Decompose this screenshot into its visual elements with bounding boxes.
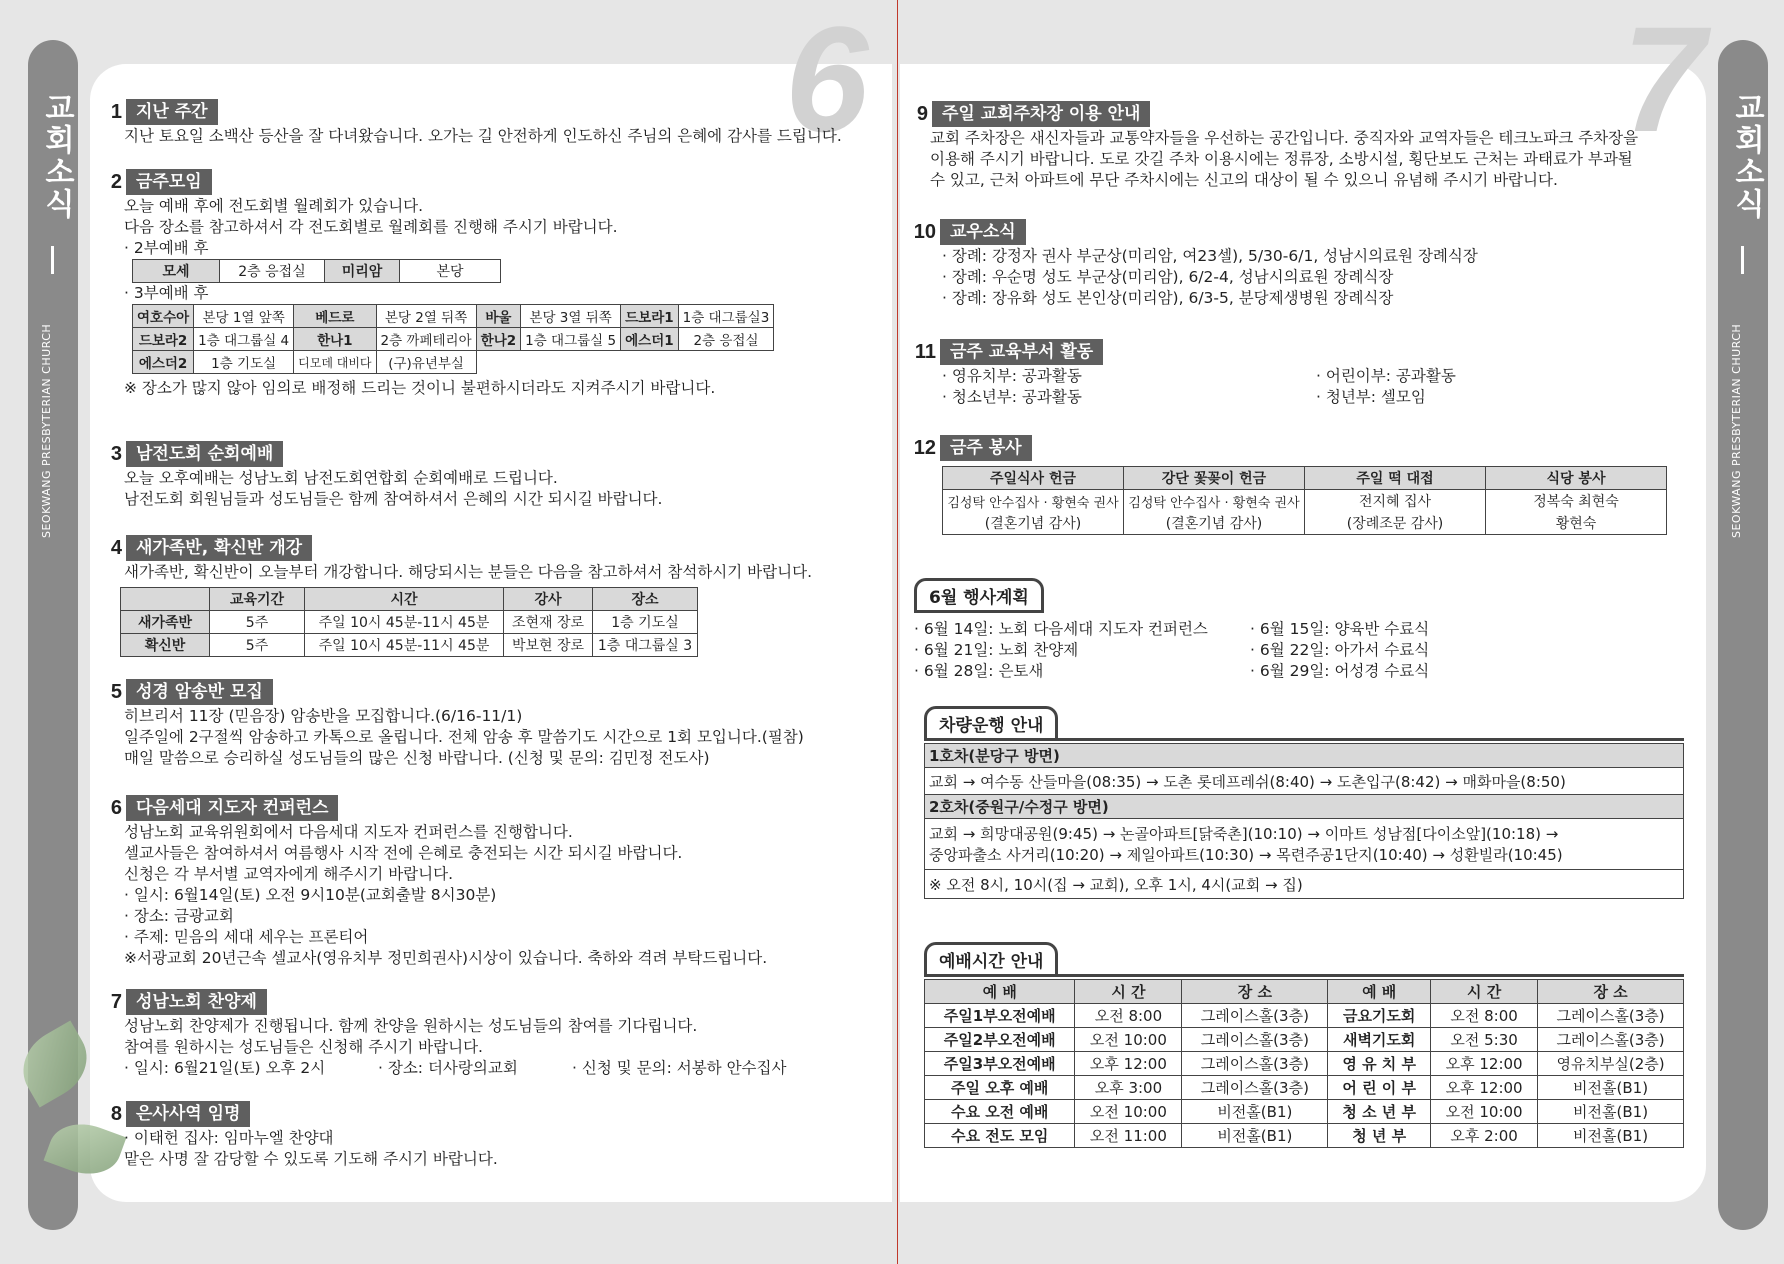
table-row: 주일3부오전예배 오후 12:00 그레이스홀(3층) 영 유 치 부 오후 12:00 영유치부실(2층): [925, 1052, 1684, 1076]
events-box: [914, 578, 1694, 682]
section-title: 교우소식: [940, 219, 1026, 245]
body-text: 오늘 오후예배는 성남노회 남전도회연합회 순회예배로 드립니다.: [124, 469, 558, 487]
service-table: 주일식사 헌금 강단 꽃꽂이 헌금 주일 떡 대접 식당 봉사 김성탁 안수집사 · 황현숙 권사 김성탁 안수집사 · 황현숙 권사 전지혜 집사 정복숙 최현숙 (결혼기념 감사) (결혼기념 감사) (장례조문 감사) 황현숙: [942, 466, 1667, 535]
body-text: · 장소: 금광교회: [124, 907, 234, 925]
divider: [51, 246, 54, 274]
side-subtitle-right: SEOKWANG PRESBYTERIAN CHURCH: [1730, 323, 1743, 538]
body-text: 신청은 각 부서별 교역자에게 해주시기 바랍니다.: [124, 865, 454, 883]
notice-section-10: [910, 218, 1478, 309]
section-number: 3: [110, 442, 122, 465]
notice-section-7: [104, 988, 786, 1079]
notice-section-8: [104, 1100, 498, 1170]
table-row: 주일1부오전예배 오전 8:00 그레이스홀(3층) 금요기도회 오전 8:00 그레이스홀(3층): [925, 1004, 1684, 1028]
body-text: · 청소년부: 공과활동: [942, 388, 1082, 406]
side-title-left: 교회소식: [39, 92, 74, 220]
right-page: [900, 0, 1706, 1202]
section-title: 금주모임: [126, 169, 212, 195]
body-text: 히브리서 11장 (믿음장) 암송반을 모집합니다.(6/16-11/1): [124, 707, 523, 725]
body-text: ※서광교회 20년근속 셀교사(영유치부 정민희권사)시상이 있습니다. 축하와 격려 부탁드립니다.: [124, 949, 768, 967]
worship-box: [924, 942, 1684, 1148]
events-title: 6월 행사계획: [914, 578, 1044, 610]
plant-illustration: [10, 1021, 101, 1108]
event-item: · 6월 14일: 노회 다음세대 지도자 컨퍼런스: [914, 620, 1208, 638]
class-table: 교육기간 시간 강사 장소 새가족반 5주 주일 10시 45분-11시 45분 조현재 장로 1층 기도실 확신반 5주 주일 10시 45분-11시 45분 박보현 장로 1층 대그룹실 3: [120, 587, 698, 657]
body-text: · 장례: 강정자 권사 부군상(미리암, 여23셀), 5/30-6/1, 성남시의료원 장례식장: [942, 247, 1478, 265]
body-text: · 어린이부: 공과활동: [1316, 367, 1456, 385]
notice-section-12: [910, 434, 1667, 535]
section-title: 은사사역 임명: [126, 1101, 250, 1127]
notice-section-6: [104, 794, 767, 969]
side-tab-right: [1718, 40, 1768, 1230]
notice-section-1: [104, 98, 842, 147]
body-text: 맡은 사명 잘 감당할 수 있도록 기도해 주시기 바랍니다.: [124, 1150, 498, 1168]
section-title: 금주 봉사: [940, 435, 1032, 461]
section-title: 남전도회 순회예배: [126, 441, 283, 467]
body-text: · 장례: 장유화 성도 본인상(미리암), 6/3-5, 분당제생병원 장례식장: [942, 289, 1394, 307]
body-text: · 이태헌 집사: 임마누엘 찬양대: [124, 1129, 334, 1147]
body-text: 참여를 원하시는 성도님들은 신청해 주시기 바랍니다.: [124, 1038, 483, 1056]
section-number: 9: [916, 102, 928, 125]
notice-section-3: [104, 440, 662, 510]
body-text: 매일 말씀으로 승리하실 성도님들의 많은 신청 바랍니다. (신청 및 문의: 김민정 전도사): [124, 749, 710, 767]
meeting-table-3rd: 여호수아 본당 1열 앞쪽 베드로 본당 2열 뒤쪽 바울 본당 3열 뒤쪽 드보라1 1층 대그룹실3 드보라2 1층 대그룹실 4 한나1 2층 까페테리아 한나2 1층 대그룹실 5 에스더1 2층 응접실 에스더2 1층 기도실 디모데 대비다 (구)유년부실: [132, 304, 774, 374]
event-item: · 6월 29일: 어성경 수료식: [1250, 662, 1430, 680]
shuttle-note: ※ 오전 8시, 10시(집 → 교회), 오후 1시, 4시(교회 → 집): [925, 870, 1684, 899]
table-row: 김성탁 안수집사 · 황현숙 권사 김성탁 안수집사 · 황현숙 권사 전지혜 집사 정복숙 최현숙: [943, 490, 1667, 513]
section-number: 12: [913, 436, 936, 459]
page-number-left: 6: [785, 0, 869, 163]
event-item: · 6월 21일: 노회 찬양제: [914, 641, 1079, 659]
table-row: 수요 전도 모임 오전 11:00 비전홀(B1) 청 년 부 오후 2:00 비전홀(B1): [925, 1124, 1684, 1148]
body-text: 일주일에 2구절씩 암송하고 카톡으로 올립니다. 전체 암송 후 말씀기도 시간으로 1회 모입니다.(필참): [124, 728, 804, 746]
body-text: 셀교사들은 참여하셔서 여름행사 시작 전에 은혜로 충전되는 시간 되시길 바랍니다.: [124, 844, 683, 862]
body-text: · 일시: 6월14일(토) 오전 9시10분(교회출발 8시30분): [124, 886, 497, 904]
section-title: 주일 교회주차장 이용 안내: [932, 101, 1150, 127]
section-number: 1: [110, 100, 122, 123]
body-text: 교회 주차장은 새신자들과 교통약자들을 우선하는 공간입니다. 중직자와 교역자들은 테크노파크 주차장을: [930, 129, 1639, 147]
section-number: 10: [913, 220, 936, 243]
notice-section-4: [104, 534, 812, 657]
body-text: 성남노회 교육위원회에서 다음세대 지도자 컨퍼런스를 진행합니다.: [124, 823, 573, 841]
center-fold: [897, 0, 898, 1264]
table-row: 새가족반 5주 주일 10시 45분-11시 45분 조현재 장로 1층 기도실: [121, 611, 698, 634]
body-text: 남전도회 회원님들과 성도님들은 함께 참여하셔서 은혜의 시간 되시길 바랍니다.: [124, 490, 663, 508]
route-name: 2호차(중원구/수정구 방면): [925, 795, 1684, 819]
body-text: 이용해 주시기 바랍니다. 도로 갓길 주차 이용시에는 정류장, 소방시설, 횡단보도 근처는 과태료가 부과될: [930, 150, 1633, 168]
side-title-right: 교회소식: [1729, 92, 1764, 220]
shuttle-box: [924, 706, 1684, 899]
section-number: 2: [110, 170, 122, 193]
note-text: ※ 장소가 많지 않아 임의로 배정해 드리는 것이니 불편하시더라도 지켜주시기 바랍니다.: [124, 379, 716, 397]
worship-title: 예배시간 안내: [924, 942, 1058, 974]
table-row: 주일2부오전예배 오전 10:00 그레이스홀(3층) 새벽기도회 오전 5:30 그레이스홀(3층): [925, 1028, 1684, 1052]
route-name: 1호차(분당구 방면): [925, 744, 1684, 768]
section-number: 8: [110, 1102, 122, 1125]
body-text: 새가족반, 확신반이 오늘부터 개강합니다. 해당되시는 분들은 다음을 참고하셔서 참석하시기 바랍니다.: [124, 563, 812, 581]
table-row: 주일 오후 예배 오후 3:00 그레이스홀(3층) 어 린 이 부 오후 12:00 비전홀(B1): [925, 1076, 1684, 1100]
notice-section-5: [104, 678, 804, 769]
shuttle-title: 차량운행 안내: [924, 706, 1058, 738]
subheading: · 3부예배 후: [124, 284, 209, 302]
section-title: 새가족반, 확신반 개강: [126, 535, 312, 561]
route-stops: 교회 → 여수동 산들마을(08:35) → 도촌 롯데프레쉬(8:40) → 도촌입구(8:42) → 매화마을(8:50): [925, 768, 1684, 795]
route-stops: 교회 → 희망대공원(9:45) → 논골아파트[닭죽촌](10:10) → 이마트 성남점[다이소앞](10:18) →: [929, 825, 1559, 843]
divider: [1741, 246, 1744, 274]
subheading: · 2부예배 후: [124, 239, 209, 257]
body-text: · 청년부: 셀모임: [1316, 388, 1426, 406]
body-text: · 영유치부: 공과활동: [942, 367, 1082, 385]
notice-section-2: [104, 168, 774, 399]
body-text: · 주제: 믿음의 세대 세우는 프론티어: [124, 928, 369, 946]
body-text: 다음 장소를 참고하셔서 각 전도회별로 월례회를 진행해 주시기 바랍니다.: [124, 218, 618, 236]
route-stops: 중앙파출소 사거리(10:20) → 제일아파트(10:30) → 목련주공1단지(10:40) → 성환빌라(10:45): [929, 846, 1563, 864]
section-title: 금주 교육부서 활동: [940, 339, 1103, 365]
notice-section-9: [910, 100, 1638, 191]
section-title: 지난 주간: [126, 99, 218, 125]
table-row: 수요 오전 예배 오전 10:00 비전홀(B1) 청 소 년 부 오전 10:00 비전홀(B1): [925, 1100, 1684, 1124]
event-item: · 6월 15일: 양육반 수료식: [1250, 620, 1430, 638]
section-number: 4: [110, 536, 122, 559]
side-subtitle-left: SEOKWANG PRESBYTERIAN CHURCH: [40, 323, 53, 538]
section-number: 5: [110, 680, 122, 703]
table-row: (결혼기념 감사) (결혼기념 감사) (장례조문 감사) 황현숙: [943, 512, 1667, 535]
body-text: 지난 토요일 소백산 등산을 잘 다녀왔습니다. 오가는 길 안전하게 인도하신 주님의 은혜에 감사를 드립니다.: [124, 127, 842, 145]
body-text: · 장례: 우순명 성도 부군상(미리암), 6/2-4, 성남시의료원 장례식장: [942, 268, 1394, 286]
body-text: 수 있고, 근처 아파트에 무단 주차시에는 신고의 대상이 될 수 있으니 유념해 주시기 바랍니다.: [930, 171, 1558, 189]
section-title: 다음세대 지도자 컨퍼런스: [126, 795, 338, 821]
info-line: · 일시: 6월21일(토) 오후 2시 · 장소: 더사랑의교회 · 신청 및 문의: 서봉하 안수집사: [124, 1059, 787, 1077]
event-item: · 6월 22일: 아가서 수료식: [1250, 641, 1430, 659]
body-text: 성남노회 찬양제가 진행됩니다. 함께 찬양을 원하시는 성도님들의 참여를 기다립니다.: [124, 1017, 698, 1035]
table-row: 확신반 5주 주일 10시 45분-11시 45분 박보현 장로 1층 대그룹실 3: [121, 634, 698, 657]
left-page: [90, 0, 892, 1202]
notice-section-11: [910, 338, 1690, 408]
worship-table: 예 배 시 간 장 소 예 배 시 간 장 소 주일1부오전예배 오전 8:00 그레이스홀(3층) 금요기도회 오전 8:00 그레이스홀(3층) 주일2부오전예배 오전 10:00 그레이스홀(3층) 새벽기도회 오전 5:30 그레이스홀(3층) 주일3부오전예배 오후 12:00 그레이스홀(3층) 영 유 치 부 오후 12:00 영유치부실(2층) 주일 오후 예배 오후 3:00 그레이스홀(3층) 어 린 이 부 오후 12:00 비전홀(B1) 수요 오전 예배 오전 10:00 비전홀(B1) 청 소 년 부 오전 10:00 비전홀(B1) 수요 전도 모임 오전 11:00 비전홀(B1) 청 년 부 오후 2:00 비전홀(B1): [924, 979, 1684, 1148]
section-number: 11: [914, 340, 936, 363]
page-number-right: 7: [1622, 0, 1706, 163]
section-title: 성경 암송반 모집: [126, 679, 273, 705]
meeting-table-2nd: 모세 2층 응접실 미리암 본당: [132, 259, 501, 283]
section-number: 7: [110, 990, 122, 1013]
body-text: 오늘 예배 후에 전도회별 월례회가 있습니다.: [124, 197, 424, 215]
shuttle-table: [924, 743, 1684, 899]
event-item: · 6월 28일: 은토새: [914, 662, 1044, 680]
section-number: 6: [110, 796, 122, 819]
section-title: 성남노회 찬양제: [126, 989, 267, 1015]
